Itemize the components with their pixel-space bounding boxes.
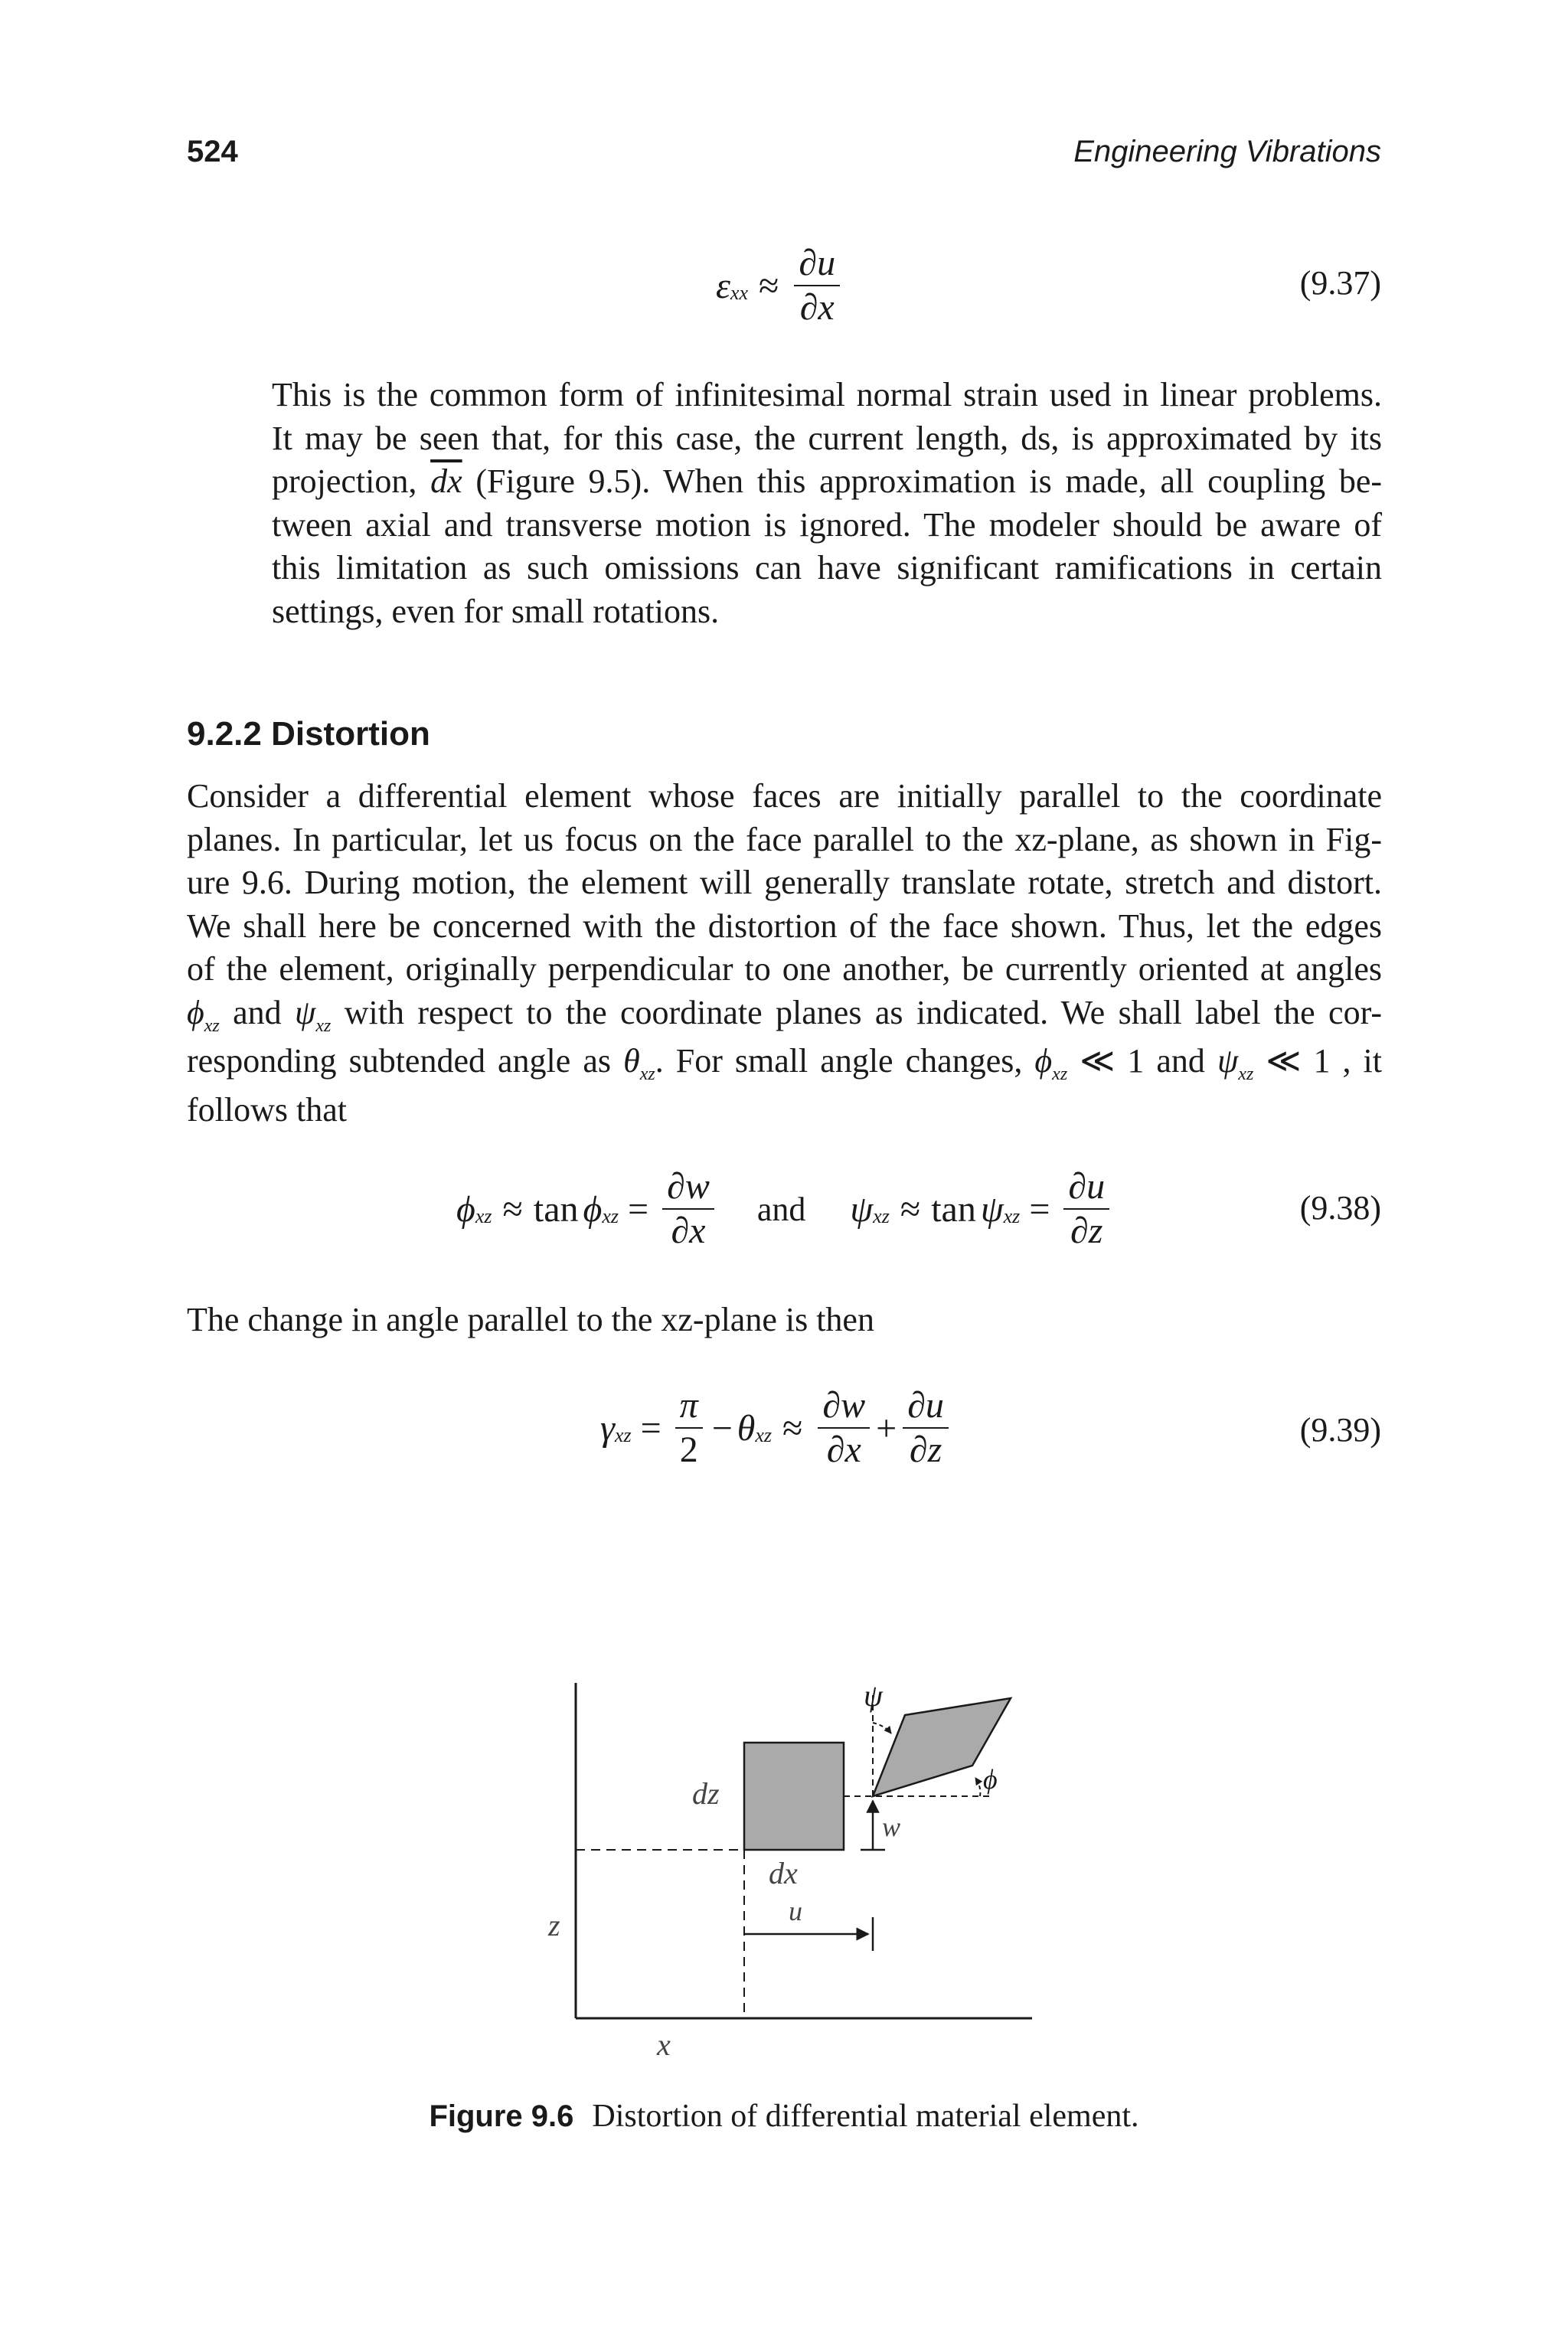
equation-9-37: ε xx ≈ $\frac{\partial u}{\partial x}$ xyxy=(716,242,844,329)
dx-label: dx xyxy=(769,1856,798,1890)
z-axis-label: z xyxy=(548,1908,560,1942)
psi-label: ψ xyxy=(864,1678,883,1713)
running-title: Engineering Vibrations xyxy=(1073,135,1381,168)
fraction: $\frac{\partial u}{\partial x}$ xyxy=(794,242,840,329)
paragraph-distortion: Consider a differential element whose faces are initially parallel to the coordinate planes. In particular, let us focus on the face parallel to the xz-plane, as shown in Fig- ure 9.6. During motion, the element will generally translate rotate, stretch and distort. We shall here be concerned with the distortion of the face shown. Thus, let the edges of the element, originally perpendicular to one another, be currently oriented at angles $\phi_{xz}$ and $\psi_{xz}$ with respect to the coordinate planes as indicated. We shall label the cor- responding subtended angle as $\theta_{xz}$. For small angle changes, $\phi_{xz}$ ≪ 1 and $\psi_{xz}$ ≪ 1 , it follows that xyxy=(187,777,1383,1129)
figure-caption xyxy=(0,2098,1568,2135)
paragraph-angle-change: The change in angle parallel to the xz-plane is then xyxy=(187,1301,874,1338)
figure-9-6-diagram xyxy=(0,1646,1568,2075)
dz-label: dz xyxy=(692,1776,720,1811)
fraction: $\frac{\partial w}{\partial x}$ xyxy=(662,1165,714,1253)
paragraph-strain: This is the common form of infinitesimal normal strain used in linear problems. It may be seen that, for this case, the current length, ds, is approximated by its projection, $\overline{dx}$ (Figure 9.5). When this approximation is made, all coupling be- tween axial and transverse motion is ignored. The modeler should be aware of this limitation as such omissions can have significant ramifications in certain settings, even for small rotations. xyxy=(272,376,1382,630)
fraction: $\frac{\partial u}{\partial z}$ xyxy=(1063,1165,1109,1253)
u-label: u xyxy=(789,1896,802,1926)
original-element xyxy=(744,1743,844,1850)
equation-number: (9.38) xyxy=(1299,1189,1381,1227)
w-label: w xyxy=(882,1812,901,1842)
caption-text: Distortion of differential material element. xyxy=(592,2099,1139,2134)
phi-label: ϕ xyxy=(983,1764,998,1795)
x-axis-label: x xyxy=(657,2027,671,2062)
fraction: $\frac{\partial w}{\partial x}$ xyxy=(818,1384,870,1472)
equation-number: (9.37) xyxy=(1299,264,1381,302)
caption-label: Figure 9.6 xyxy=(429,2099,574,2133)
equation-number: (9.39) xyxy=(1299,1411,1381,1449)
fraction: $\frac{\pi}{2}$ xyxy=(675,1384,703,1472)
psi-angle-arc xyxy=(873,1723,891,1733)
phi-angle-arc xyxy=(975,1778,980,1796)
section-heading: 9.2.2 Distortion xyxy=(187,715,430,753)
equation-9-39: γ xz = $\frac{\pi}{2}$ − θ xz ≈ $\frac{\partial w}{\partial x}$ + $\frac{\partial u}{\partial z}$ xyxy=(600,1384,953,1472)
equation-9-38: ϕ xz ≈ tan ϕ xz = $\frac{\partial w}{\partial x}$ and ψ xz ≈ tan ψ xz = $\frac{\partial u}{\partial z}$ xyxy=(456,1165,1114,1253)
page-number: 524 xyxy=(187,135,238,168)
fraction: $\frac{\partial u}{\partial z}$ xyxy=(903,1384,949,1472)
